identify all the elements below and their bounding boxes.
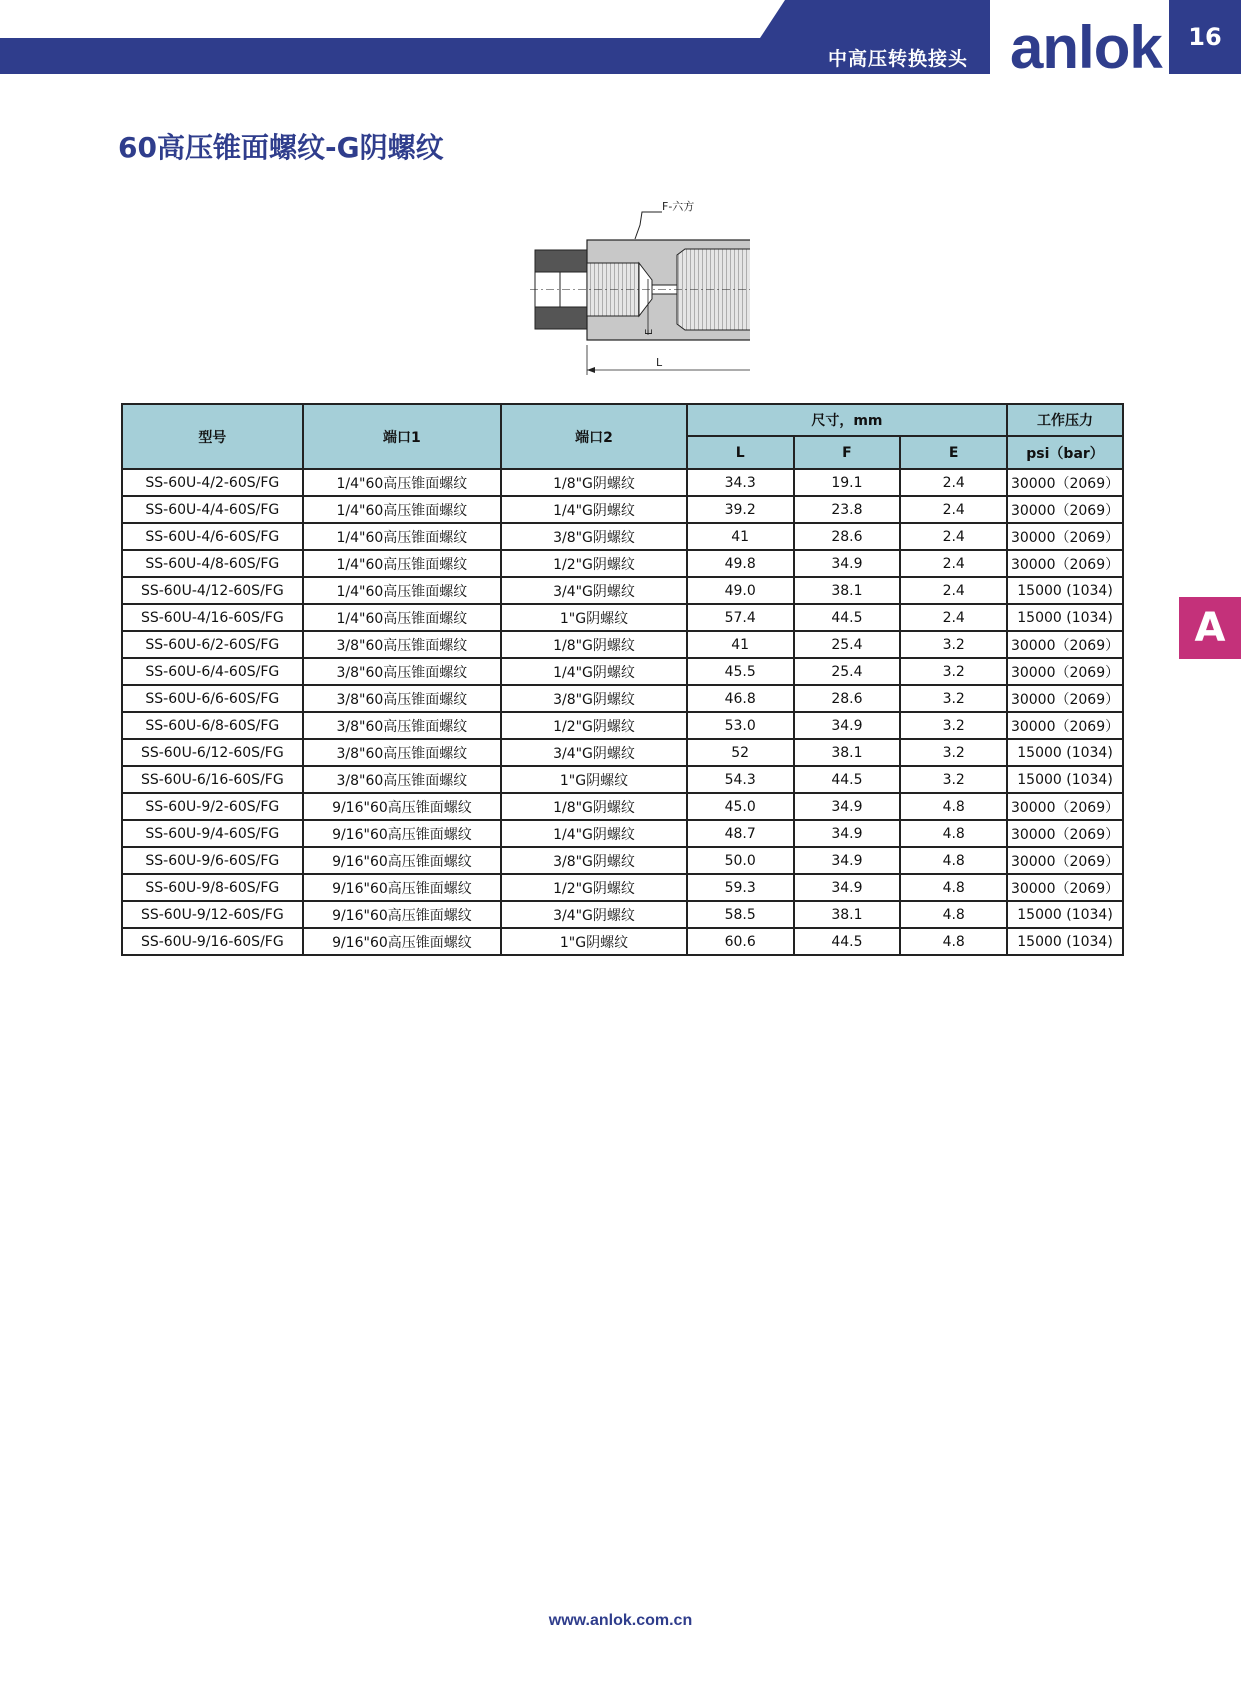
cell-model: SS-60U-6/16-60S/FG xyxy=(122,766,303,793)
table-row xyxy=(122,631,1123,658)
cell-model: SS-60U-6/2-60S/FG xyxy=(122,631,303,658)
cell-e: 2.4 xyxy=(900,550,1007,577)
cell-e: 2.4 xyxy=(900,523,1007,550)
cell-pressure: 30000（2069） xyxy=(1007,469,1123,496)
page-number: 16 xyxy=(1169,0,1241,74)
cell-l: 49.8 xyxy=(687,550,794,577)
cell-model: SS-60U-4/8-60S/FG xyxy=(122,550,303,577)
cell-model: SS-60U-9/16-60S/FG xyxy=(122,928,303,955)
table-row xyxy=(122,523,1123,550)
cell-port1: 9/16"60高压锥面螺纹 xyxy=(303,901,502,928)
cell-port2: 1/2"G阴螺纹 xyxy=(501,550,687,577)
cell-e: 3.2 xyxy=(900,766,1007,793)
fitting-drawing xyxy=(530,195,750,380)
cell-e: 3.2 xyxy=(900,739,1007,766)
cell-model: SS-60U-9/8-60S/FG xyxy=(122,874,303,901)
cell-f: 38.1 xyxy=(794,577,901,604)
table-row xyxy=(122,820,1123,847)
cell-port2: 1/4"G阴螺纹 xyxy=(501,658,687,685)
cell-pressure: 15000 (1034) xyxy=(1007,766,1123,793)
cell-model: SS-60U-6/4-60S/FG xyxy=(122,658,303,685)
cell-port1: 3/8"60高压锥面螺纹 xyxy=(303,766,502,793)
cell-pressure: 30000（2069） xyxy=(1007,496,1123,523)
cell-e: 2.4 xyxy=(900,496,1007,523)
cell-port1: 9/16"60高压锥面螺纹 xyxy=(303,820,502,847)
page-title: 60高压锥面螺纹-G阴螺纹 xyxy=(118,131,444,164)
cell-f: 38.1 xyxy=(794,901,901,928)
cell-model: SS-60U-6/8-60S/FG xyxy=(122,712,303,739)
table-row xyxy=(122,658,1123,685)
cell-port2: 3/4"G阴螺纹 xyxy=(501,901,687,928)
header-f: F xyxy=(794,436,901,469)
cell-pressure: 15000 (1034) xyxy=(1007,604,1123,631)
cell-f: 34.9 xyxy=(794,820,901,847)
table-row xyxy=(122,766,1123,793)
spec-table xyxy=(121,403,1124,956)
cell-port2: 3/8"G阴螺纹 xyxy=(501,847,687,874)
cell-port2: 3/8"G阴螺纹 xyxy=(501,685,687,712)
cell-f: 19.1 xyxy=(794,469,901,496)
cell-model: SS-60U-9/2-60S/FG xyxy=(122,793,303,820)
cell-port2: 1"G阴螺纹 xyxy=(501,604,687,631)
cell-pressure: 30000（2069） xyxy=(1007,523,1123,550)
cell-e: 3.2 xyxy=(900,631,1007,658)
table-row xyxy=(122,685,1123,712)
table-row xyxy=(122,577,1123,604)
cell-port2: 3/8"G阴螺纹 xyxy=(501,523,687,550)
e-label: E xyxy=(644,328,655,335)
cell-f: 34.9 xyxy=(794,712,901,739)
cell-e: 3.2 xyxy=(900,712,1007,739)
cell-model: SS-60U-6/12-60S/FG xyxy=(122,739,303,766)
header-port2: 端口2 xyxy=(501,404,687,469)
l-label: L xyxy=(656,356,663,369)
cell-l: 58.5 xyxy=(687,901,794,928)
cell-port1: 9/16"60高压锥面螺纹 xyxy=(303,928,502,955)
cell-port1: 9/16"60高压锥面螺纹 xyxy=(303,847,502,874)
header-pressure: 工作压力 xyxy=(1007,404,1123,436)
header-pressure-unit: psi（bar） xyxy=(1007,436,1123,469)
cell-port1: 3/8"60高压锥面螺纹 xyxy=(303,739,502,766)
section-subtitle: 中高压转换接头 xyxy=(828,48,969,70)
header-dimensions: 尺寸，mm xyxy=(687,404,1007,436)
cell-l: 48.7 xyxy=(687,820,794,847)
cell-l: 59.3 xyxy=(687,874,794,901)
cell-f: 44.5 xyxy=(794,766,901,793)
cell-e: 4.8 xyxy=(900,901,1007,928)
cell-port1: 3/8"60高压锥面螺纹 xyxy=(303,658,502,685)
cell-model: SS-60U-4/2-60S/FG xyxy=(122,469,303,496)
cell-port2: 1/8"G阴螺纹 xyxy=(501,469,687,496)
cell-pressure: 15000 (1034) xyxy=(1007,901,1123,928)
cell-l: 46.8 xyxy=(687,685,794,712)
cell-port1: 9/16"60高压锥面螺纹 xyxy=(303,874,502,901)
cell-model: SS-60U-6/6-60S/FG xyxy=(122,685,303,712)
cell-f: 34.9 xyxy=(794,550,901,577)
cell-port2: 3/4"G阴螺纹 xyxy=(501,739,687,766)
table-row xyxy=(122,874,1123,901)
cell-pressure: 15000 (1034) xyxy=(1007,739,1123,766)
cell-e: 2.4 xyxy=(900,604,1007,631)
cell-l: 50.0 xyxy=(687,847,794,874)
cell-port2: 1/4"G阴螺纹 xyxy=(501,496,687,523)
cell-port1: 1/4"60高压锥面螺纹 xyxy=(303,577,502,604)
cell-l: 45.5 xyxy=(687,658,794,685)
cell-e: 4.8 xyxy=(900,820,1007,847)
hex-label: F-六方 xyxy=(662,200,695,213)
cell-e: 4.8 xyxy=(900,928,1007,955)
cell-e: 4.8 xyxy=(900,793,1007,820)
table-row xyxy=(122,739,1123,766)
cell-port2: 1/2"G阴螺纹 xyxy=(501,874,687,901)
section-tab-a[interactable]: A xyxy=(1179,597,1241,659)
cell-pressure: 30000（2069） xyxy=(1007,874,1123,901)
cell-port1: 3/8"60高压锥面螺纹 xyxy=(303,685,502,712)
cell-pressure: 30000（2069） xyxy=(1007,631,1123,658)
cell-l: 34.3 xyxy=(687,469,794,496)
cell-l: 57.4 xyxy=(687,604,794,631)
cell-port1: 1/4"60高压锥面螺纹 xyxy=(303,550,502,577)
table-row xyxy=(122,847,1123,874)
table-row xyxy=(122,928,1123,955)
cell-f: 28.6 xyxy=(794,523,901,550)
cell-port2: 3/4"G阴螺纹 xyxy=(501,577,687,604)
cell-l: 49.0 xyxy=(687,577,794,604)
cell-model: SS-60U-9/4-60S/FG xyxy=(122,820,303,847)
cell-port1: 9/16"60高压锥面螺纹 xyxy=(303,793,502,820)
cell-port2: 1"G阴螺纹 xyxy=(501,928,687,955)
cell-e: 2.4 xyxy=(900,577,1007,604)
table-row xyxy=(122,901,1123,928)
cell-port2: 1/8"G阴螺纹 xyxy=(501,631,687,658)
cell-l: 52 xyxy=(687,739,794,766)
cell-e: 4.8 xyxy=(900,847,1007,874)
cell-port2: 1/4"G阴螺纹 xyxy=(501,820,687,847)
cell-model: SS-60U-9/12-60S/FG xyxy=(122,901,303,928)
cell-port1: 1/4"60高压锥面螺纹 xyxy=(303,523,502,550)
table-row xyxy=(122,712,1123,739)
cell-pressure: 15000 (1034) xyxy=(1007,577,1123,604)
cell-f: 34.9 xyxy=(794,847,901,874)
brand-logo: anlok xyxy=(1010,14,1162,81)
cell-port2: 1/8"G阴螺纹 xyxy=(501,793,687,820)
cell-l: 41 xyxy=(687,523,794,550)
cell-f: 44.5 xyxy=(794,604,901,631)
cell-port2: 1/2"G阴螺纹 xyxy=(501,712,687,739)
cell-e: 4.8 xyxy=(900,874,1007,901)
cell-pressure: 30000（2069） xyxy=(1007,685,1123,712)
header-port1: 端口1 xyxy=(303,404,502,469)
cell-port2: 1"G阴螺纹 xyxy=(501,766,687,793)
cell-model: SS-60U-4/12-60S/FG xyxy=(122,577,303,604)
cell-f: 23.8 xyxy=(794,496,901,523)
cell-f: 38.1 xyxy=(794,739,901,766)
table-row xyxy=(122,550,1123,577)
cell-l: 39.2 xyxy=(687,496,794,523)
cell-pressure: 30000（2069） xyxy=(1007,820,1123,847)
cell-port1: 1/4"60高压锥面螺纹 xyxy=(303,469,502,496)
cell-pressure: 30000（2069） xyxy=(1007,712,1123,739)
cell-f: 34.9 xyxy=(794,874,901,901)
table-row xyxy=(122,604,1123,631)
cell-port1: 1/4"60高压锥面螺纹 xyxy=(303,604,502,631)
cell-f: 25.4 xyxy=(794,658,901,685)
cell-port1: 1/4"60高压锥面螺纹 xyxy=(303,496,502,523)
cell-model: SS-60U-4/6-60S/FG xyxy=(122,523,303,550)
cell-pressure: 15000 (1034) xyxy=(1007,928,1123,955)
cell-e: 3.2 xyxy=(900,685,1007,712)
cell-l: 45.0 xyxy=(687,793,794,820)
cell-pressure: 30000（2069） xyxy=(1007,658,1123,685)
header-model: 型号 xyxy=(122,404,303,469)
cell-model: SS-60U-4/4-60S/FG xyxy=(122,496,303,523)
cell-e: 2.4 xyxy=(900,469,1007,496)
header-l: L xyxy=(687,436,794,469)
cell-model: SS-60U-4/16-60S/FG xyxy=(122,604,303,631)
cell-l: 41 xyxy=(687,631,794,658)
cell-f: 25.4 xyxy=(794,631,901,658)
cell-pressure: 30000（2069） xyxy=(1007,847,1123,874)
cell-l: 60.6 xyxy=(687,928,794,955)
cell-f: 28.6 xyxy=(794,685,901,712)
footer-url[interactable]: www.anlok.com.cn xyxy=(548,1612,693,1629)
cell-l: 54.3 xyxy=(687,766,794,793)
cell-pressure: 30000（2069） xyxy=(1007,793,1123,820)
cell-port1: 3/8"60高压锥面螺纹 xyxy=(303,631,502,658)
table-row xyxy=(122,496,1123,523)
cell-e: 3.2 xyxy=(900,658,1007,685)
header-e: E xyxy=(900,436,1007,469)
table-row xyxy=(122,469,1123,496)
cell-f: 44.5 xyxy=(794,928,901,955)
cell-port1: 3/8"60高压锥面螺纹 xyxy=(303,712,502,739)
cell-f: 34.9 xyxy=(794,793,901,820)
cell-pressure: 30000（2069） xyxy=(1007,550,1123,577)
table-row xyxy=(122,793,1123,820)
cell-model: SS-60U-9/6-60S/FG xyxy=(122,847,303,874)
cell-l: 53.0 xyxy=(687,712,794,739)
